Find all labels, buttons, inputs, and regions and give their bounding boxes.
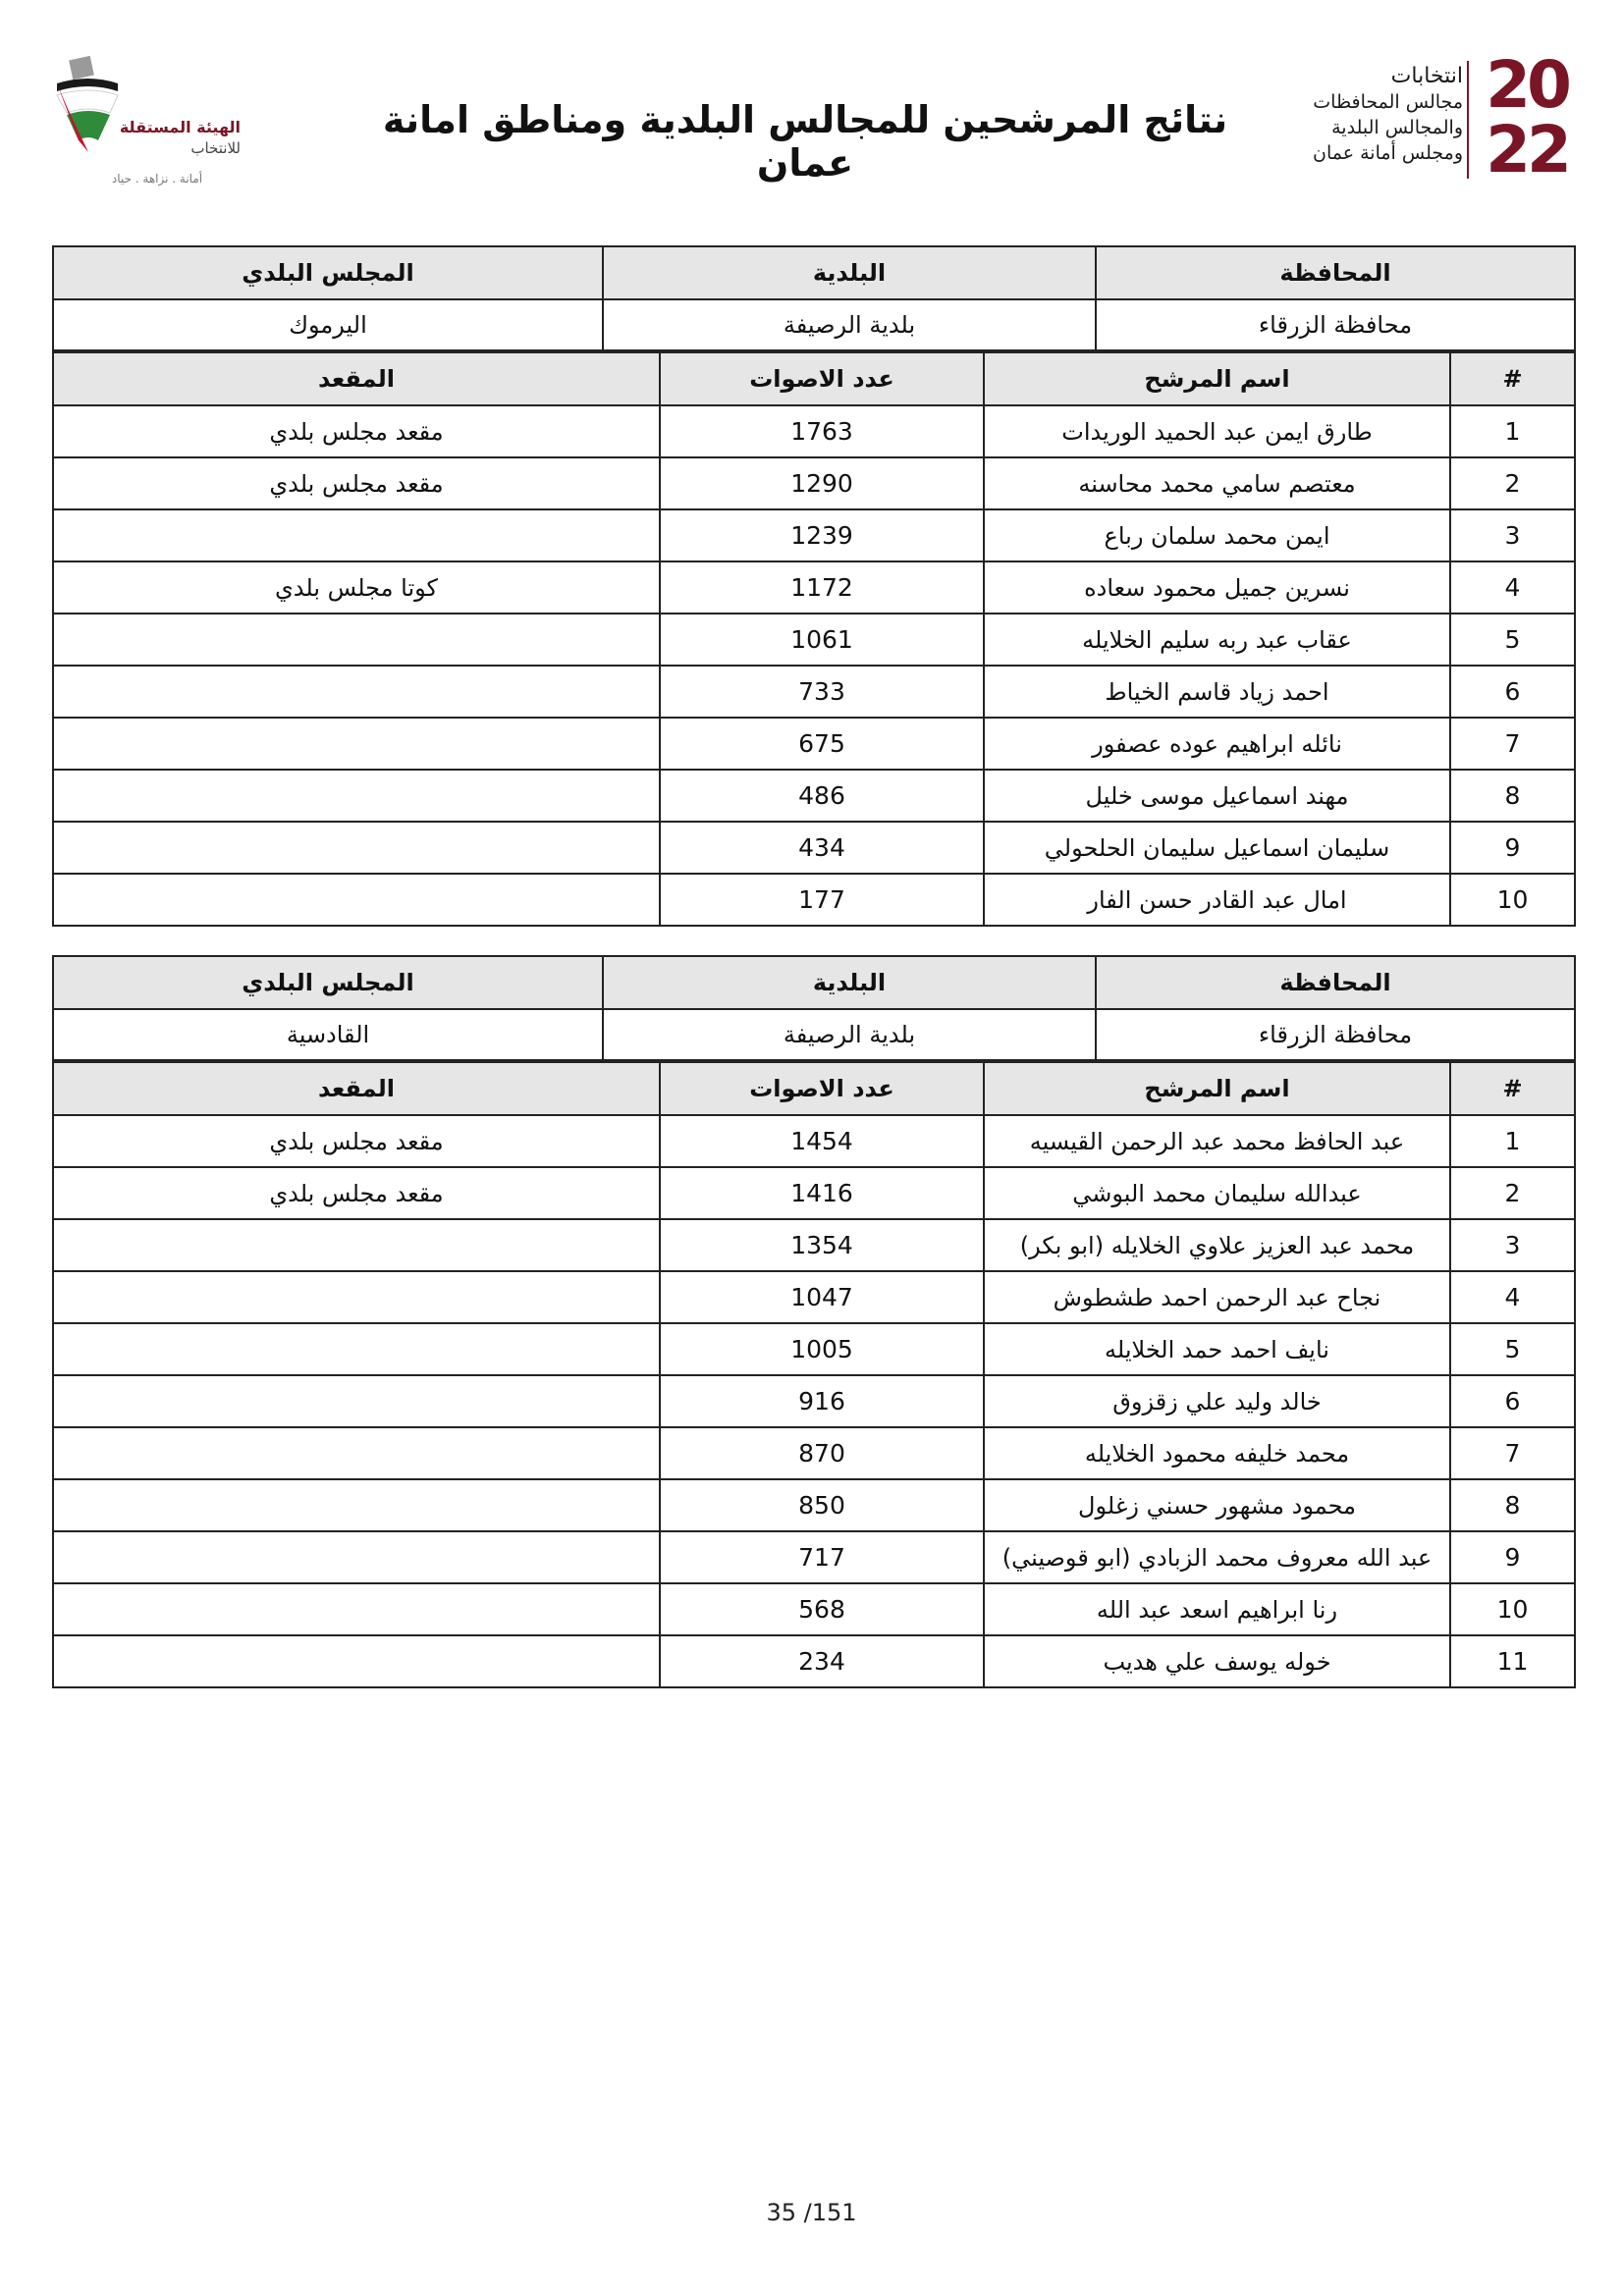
elections-line4: ومجلس أمانة عمان [1313, 142, 1463, 164]
table-row [53, 614, 1575, 666]
table-row [53, 1219, 1575, 1271]
candidate-name: محمد عبد العزيز علاوي الخلايله (ابو بكر) [984, 1219, 1450, 1271]
table-row [53, 770, 1575, 822]
elections-line1: انتخابات [1390, 64, 1463, 88]
logo-divider [1467, 61, 1469, 179]
results-section-1 [54, 245, 1576, 927]
elections-line2: مجالس المحافظات [1313, 91, 1463, 113]
seat-type [53, 718, 660, 770]
seat-type [53, 1427, 660, 1479]
council-header: المجلس البلدي [53, 956, 603, 1009]
vote-count: 1763 [660, 405, 984, 457]
row-index: 2 [1450, 457, 1575, 509]
candidate-name: خوله يوسف علي هديب [984, 1635, 1450, 1687]
iec-name-line2: للانتخاب [190, 139, 241, 157]
table-row [53, 561, 1575, 614]
municipality-value: بلدية الرصيفة [603, 299, 1096, 350]
candidate-name: رنا ابراهيم اسعد عبد الله [984, 1583, 1450, 1635]
table-row [53, 509, 1575, 561]
vote-count: 916 [660, 1375, 984, 1427]
municipality-value: بلدية الرصيفة [603, 1009, 1096, 1060]
votes-header: عدد الاصوات [660, 352, 984, 405]
row-index: 5 [1450, 614, 1575, 666]
section-1-meta-table [52, 245, 1576, 351]
row-index: 9 [1450, 822, 1575, 874]
row-index: 10 [1450, 1583, 1575, 1635]
vote-count: 675 [660, 718, 984, 770]
results-section-2 [54, 955, 1576, 1688]
row-index: 9 [1450, 1531, 1575, 1583]
row-index: 6 [1450, 666, 1575, 718]
seat-type [53, 666, 660, 718]
seat-type [53, 874, 660, 926]
table-row [53, 1375, 1575, 1427]
governorate-header: المحافظة [1096, 246, 1575, 299]
table-row [53, 718, 1575, 770]
vote-count: 434 [660, 822, 984, 874]
vote-count: 733 [660, 666, 984, 718]
table-row [53, 666, 1575, 718]
candidate-name: محمد خليفه محمود الخلايله [984, 1427, 1450, 1479]
table-row [53, 1583, 1575, 1635]
elections-2022-logo [1478, 47, 1576, 191]
row-index: 10 [1450, 874, 1575, 926]
table-row [53, 405, 1575, 457]
table-row [53, 1323, 1575, 1375]
vote-count: 870 [660, 1427, 984, 1479]
seat-type [53, 770, 660, 822]
year-bottom: 22 [1486, 112, 1568, 187]
municipality-header: البلدية [603, 956, 1096, 1009]
vote-count: 486 [660, 770, 984, 822]
row-index: 11 [1450, 1635, 1575, 1687]
seat-type [53, 1479, 660, 1531]
candidate-name: نسرين جميل محمود سعاده [984, 561, 1450, 614]
council-value: القادسية [53, 1009, 603, 1060]
candidate-name: ايمن محمد سلمان رباع [984, 509, 1450, 561]
row-index: 4 [1450, 561, 1575, 614]
candidate-name: مهند اسماعيل موسى خليل [984, 770, 1450, 822]
seat-type [53, 1271, 660, 1323]
municipality-header: البلدية [603, 246, 1096, 299]
candidate-name: نجاح عبد الرحمن احمد طشطوش [984, 1271, 1450, 1323]
table-row [53, 1427, 1575, 1479]
table-row [53, 457, 1575, 509]
iec-motto: أمانة . نزاهة . حياد [111, 172, 203, 186]
page-title: نتائج المرشحين للمجالس البلدية ومناطق امانة عمان [382, 98, 1228, 185]
row-index: 7 [1450, 718, 1575, 770]
vote-count: 1416 [660, 1167, 984, 1219]
seat-header: المقعد [53, 1062, 660, 1115]
table-row [53, 1531, 1575, 1583]
row-index: 4 [1450, 1271, 1575, 1323]
year-top: 20 [1486, 47, 1568, 123]
page-number: 35 /151 [766, 2199, 857, 2226]
seat-type [53, 509, 660, 561]
row-index: 1 [1450, 1115, 1575, 1167]
index-header: # [1450, 1062, 1575, 1115]
votes-header: عدد الاصوات [660, 1062, 984, 1115]
elections-label [1296, 64, 1463, 166]
vote-count: 234 [660, 1635, 984, 1687]
candidate-name: عبد الحافظ محمد عبد الرحمن القيسيه [984, 1115, 1450, 1167]
vote-count: 568 [660, 1583, 984, 1635]
vote-count: 1005 [660, 1323, 984, 1375]
elections-line3: والمجالس البلدية [1331, 117, 1463, 138]
table-row [53, 1167, 1575, 1219]
candidate-name: نائله ابراهيم عوده عصفور [984, 718, 1450, 770]
row-index: 7 [1450, 1427, 1575, 1479]
iec-name-line1: الهيئة المستقلة [119, 118, 241, 136]
governorate-value: محافظة الزرقاء [1096, 299, 1575, 350]
vote-count: 1290 [660, 457, 984, 509]
council-header: المجلس البلدي [53, 246, 603, 299]
seat-type [53, 1375, 660, 1427]
candidate-name: امال عبد القادر حسن الفار [984, 874, 1450, 926]
vote-count: 1239 [660, 509, 984, 561]
section-2-meta-table [52, 955, 1576, 1061]
vote-count: 1454 [660, 1115, 984, 1167]
vote-count: 717 [660, 1531, 984, 1583]
table-row [53, 1271, 1575, 1323]
vote-count: 1172 [660, 561, 984, 614]
candidate-name: معتصم سامي محمد محاسنه [984, 457, 1450, 509]
seat-type: مقعد مجلس بلدي [53, 1115, 660, 1167]
vote-count: 177 [660, 874, 984, 926]
vote-count: 1061 [660, 614, 984, 666]
table-row [53, 1479, 1575, 1531]
section-1-results-table [52, 351, 1576, 927]
candidate-name: سليمان اسماعيل سليمان الحلحولي [984, 822, 1450, 874]
seat-type [53, 1583, 660, 1635]
seat-type: مقعد مجلس بلدي [53, 1167, 660, 1219]
row-index: 5 [1450, 1323, 1575, 1375]
candidate-name: طارق ايمن عبد الحميد الوريدات [984, 405, 1450, 457]
candidate-name: خالد وليد علي زقزوق [984, 1375, 1450, 1427]
candidate-name: محمود مشهور حسني زغلول [984, 1479, 1450, 1531]
candidate-name: احمد زياد قاسم الخياط [984, 666, 1450, 718]
row-index: 8 [1450, 1479, 1575, 1531]
vote-count: 850 [660, 1479, 984, 1531]
candidate-header: اسم المرشح [984, 1062, 1450, 1115]
candidate-name: نايف احمد حمد الخلايله [984, 1323, 1450, 1375]
governorate-header: المحافظة [1096, 956, 1575, 1009]
seat-type: مقعد مجلس بلدي [53, 457, 660, 509]
row-index: 1 [1450, 405, 1575, 457]
seat-type: كوتا مجلس بلدي [53, 561, 660, 614]
vote-count: 1047 [660, 1271, 984, 1323]
seat-type [53, 614, 660, 666]
vote-count: 1354 [660, 1219, 984, 1271]
iec-logo [49, 49, 245, 196]
seat-type [53, 1219, 660, 1271]
seat-type: مقعد مجلس بلدي [53, 405, 660, 457]
candidate-name: عقاب عبد ربه سليم الخلايله [984, 614, 1450, 666]
seat-header: المقعد [53, 352, 660, 405]
seat-type [53, 1531, 660, 1583]
table-row [53, 874, 1575, 926]
row-index: 3 [1450, 1219, 1575, 1271]
table-row [53, 1115, 1575, 1167]
row-index: 8 [1450, 770, 1575, 822]
index-header: # [1450, 352, 1575, 405]
candidate-name: عبدالله سليمان محمد البوشي [984, 1167, 1450, 1219]
seat-type [53, 1323, 660, 1375]
candidate-header: اسم المرشح [984, 352, 1450, 405]
section-2-results-table [52, 1061, 1576, 1688]
governorate-value: محافظة الزرقاء [1096, 1009, 1575, 1060]
row-index: 3 [1450, 509, 1575, 561]
row-index: 2 [1450, 1167, 1575, 1219]
table-row [53, 1635, 1575, 1687]
table-row [53, 822, 1575, 874]
row-index: 6 [1450, 1375, 1575, 1427]
candidate-name: عبد الله معروف محمد الزبادي (ابو قوصيني) [984, 1531, 1450, 1583]
council-value: اليرموك [53, 299, 603, 350]
page-header [0, 0, 1623, 216]
seat-type [53, 822, 660, 874]
seat-type [53, 1635, 660, 1687]
